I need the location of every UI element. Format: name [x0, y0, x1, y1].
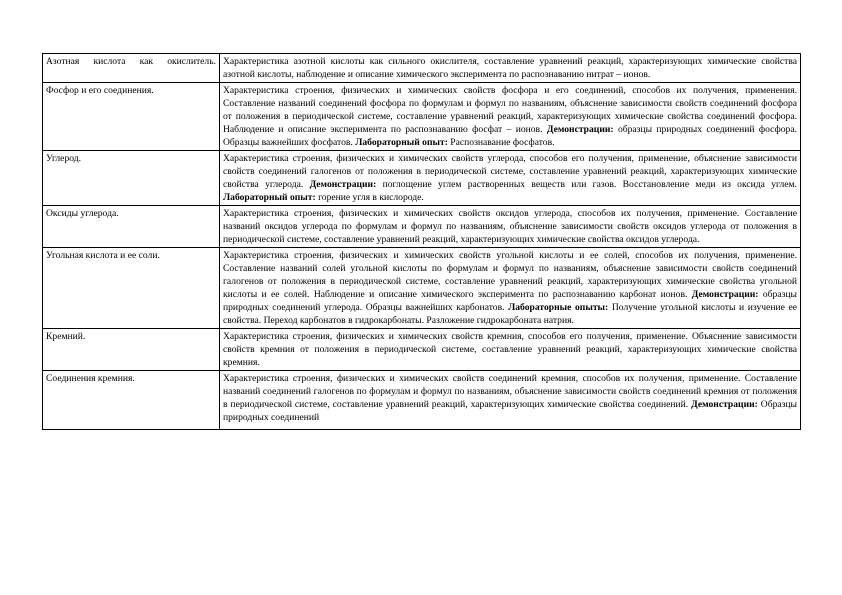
description-cell	[220, 329, 801, 371]
document-page	[42, 53, 800, 430]
description-text: поглощение углем растворенных веществ или газов. Восстановление меди из оксида углем.	[376, 179, 798, 190]
topic-cell: Углерод.	[43, 151, 220, 206]
description-cell	[220, 371, 801, 430]
table-body	[43, 54, 801, 430]
description-text: Характеристика строения, физических и химических свойств углерода, способов его получения, применение, объяснение зависимости свойств соединений галогенов от положения в периодической системе, составление уравнений реакций, характеризующих химические свойства углерода.	[223, 153, 797, 190]
bold-label: Демонстрации:	[691, 289, 759, 300]
description-text: Образцы природных соединений	[223, 399, 797, 423]
table-row	[43, 206, 801, 248]
table-row	[43, 151, 801, 206]
description-overflow-clip	[223, 372, 797, 428]
description-text: Характеристика строения, физических и химических свойств соединений кремния, способов их получения, применение. Составление названий соединений галогенов по формулам и формул по названиям, объяснение зависимости свойств соединений кремния от положения в периодической системе, составление уравнений реакций, характеризующих химические свойства соединений.	[223, 373, 797, 410]
description-text: Характеристика азотной кислоты как сильного окислителя, составление уравнений реакций, характеризующих химические свойства азотной кислоты, наблюдение и описание химического эксперимента по распознаванию нитрат – ионов.	[223, 56, 797, 80]
description-text: Характеристика строения, физических и химических свойств кремния, способов его получения, применение. Объяснение зависимости свойств кремния от положения в периодической системе, составление уравнений реакций, характеризующих химические свойства кремния.	[223, 331, 797, 368]
description-text: Получение угольной кислоты и изучение ее свойства. Переход карбонатов в гидрокарбонаты. Разложение гидрокарбоната натрия.	[223, 302, 797, 326]
topic-cell: Кремний.	[43, 329, 220, 371]
description-cell	[220, 54, 801, 83]
topic-cell: Соединения кремния.	[43, 371, 220, 430]
topic-cell: Фосфор и его соединения.	[43, 83, 220, 151]
description-cell	[220, 248, 801, 329]
bold-label: Лабораторный опыт:	[355, 137, 448, 148]
description-text: Характеристика строения, физических и химических свойств угольной кислоты и ее солей, способов их получения, применение. Составление названий солей угольной кислоты по формулам и формул по названиям, объяснение зависимости свойств соединений галогенов от положения в периодической системе, составление уравнений реакций, характеризующих химические свойства угольной кислоты и ее солей. Наблюдение и описание химического эксперимента по распознаванию карбонат ионов.	[223, 250, 797, 300]
description-text: образцы природных соединений фосфора. Образцы важнейших фосфатов.	[223, 124, 797, 148]
table-row	[43, 329, 801, 371]
table-row	[43, 248, 801, 329]
bold-label: Лабораторный опыт:	[223, 192, 316, 203]
description-cell	[220, 206, 801, 248]
description-text: образцы природных соединений углерода. Образцы важнейших карбонатов.	[223, 289, 797, 313]
bold-label: Лабораторные опыты:	[508, 302, 609, 313]
description-text: Характеристика строения, физических и химических свойств оксидов углерода, способов их получения, применение. Составление названий оксидов углерода по формулам и формул по названиям, объяснение зависимости свойств оксидов углерода от положения в периодической системе, составление уравнений реакций, характеризующих химические свойства оксидов углерода.	[223, 208, 797, 245]
table-row	[43, 371, 801, 430]
bold-label: Демонстрации:	[546, 124, 614, 135]
description-cell	[220, 83, 801, 151]
curriculum-table	[42, 53, 801, 430]
description-text: Распознавание фосфатов.	[447, 137, 555, 148]
topic-cell: Угольная кислота и ее соли.	[43, 248, 220, 329]
bold-label: Демонстрации:	[309, 179, 377, 190]
table-row	[43, 83, 801, 151]
bold-label: Демонстрации:	[691, 399, 758, 410]
description-text: Характеристика строения, физических и химических свойств фосфора и его соединений, способов их получения, применения. Составление названий соединений фосфора по формулам и формул по названиям, объяснение зависимости свойств соединений фосфора от положения в периодической системе, составление уравнений реакций, характеризующих химические свойства соединений фосфора. Наблюдение и описание эксперимента по распознаванию фосфат – ионов.	[223, 85, 797, 135]
topic-cell: Азотная кислота как окислитель.	[43, 54, 220, 83]
topic-cell: Оксиды углерода.	[43, 206, 220, 248]
description-cell	[220, 151, 801, 206]
table-row	[43, 54, 801, 83]
description-text: горение угля в кислороде.	[315, 192, 424, 203]
